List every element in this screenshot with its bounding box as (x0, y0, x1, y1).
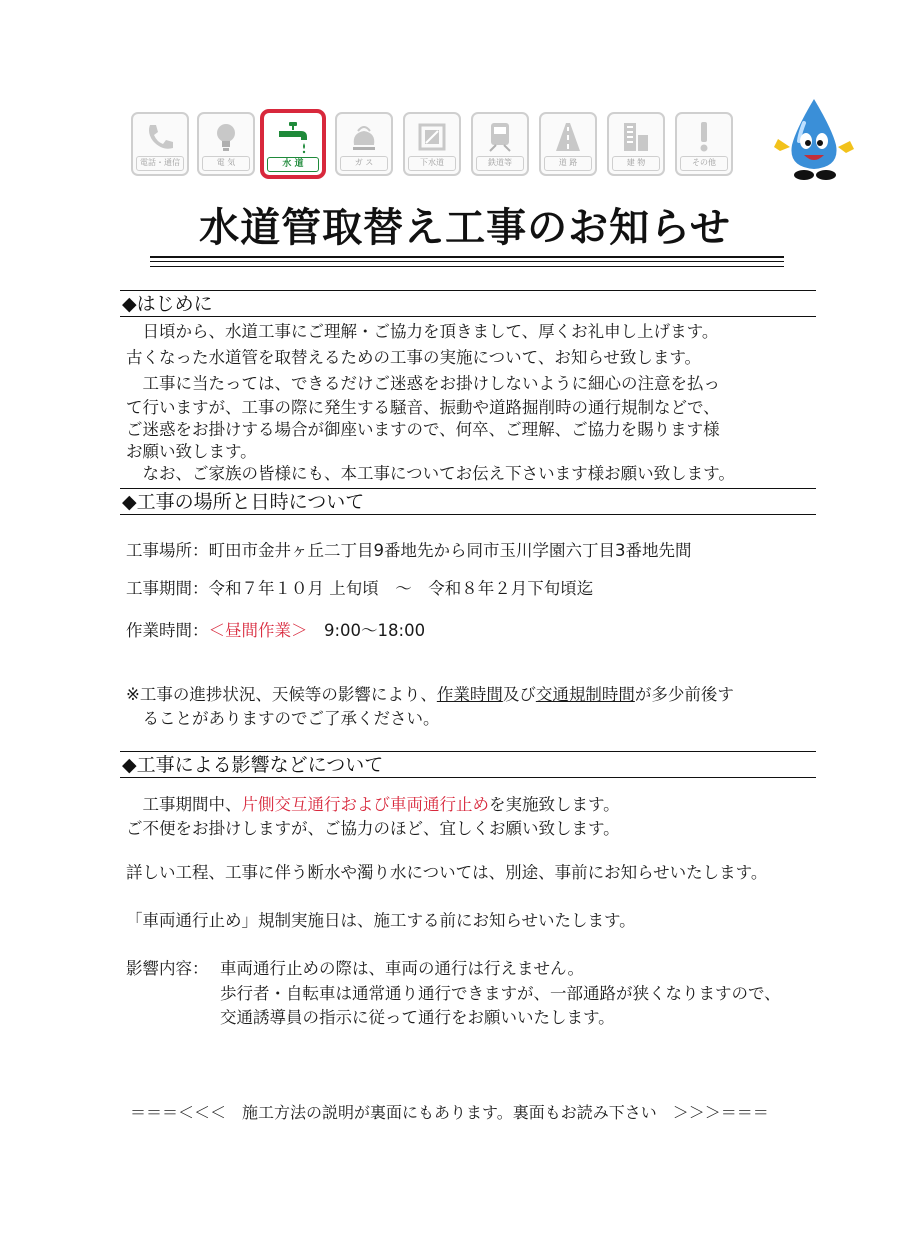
section-rule-bottom (120, 316, 816, 317)
impact-details: 詳しい工程、工事に伴う断水や濁り水については、別途、事前にお知らせいたします。 (126, 863, 768, 882)
category-other (675, 112, 733, 176)
working-hours-tag-open: ＜ (208, 621, 225, 640)
intro-line: て行いますが、工事の際に発生する騒音、振動や道路掘削時の通行規制などで、 (126, 398, 720, 417)
impact-notice: 「車両通行止め」規制実施日は、施工する前にお知らせいたします。 (126, 911, 636, 930)
category-phone (131, 112, 189, 176)
category-label: 建 物 (612, 156, 660, 171)
working-hours-tag-close: ＞ (291, 621, 308, 640)
page-title: 水道管取替え工事のお知らせ (199, 205, 731, 251)
effect-line: 歩行者・自転車は通常通り通行できますが、一部通路が狭くなりますので、 (220, 984, 781, 1003)
impact-text: を実施致します。 (489, 795, 620, 814)
intro-line: 日頃から、水道工事にご理解・ご協力を頂きまして、厚くお礼申し上げます。 (126, 322, 719, 341)
category-water (260, 109, 326, 179)
daytime-work-tag: 昼間作業 (225, 621, 291, 640)
category-label: 道 路 (544, 156, 592, 171)
section-rule-bottom (120, 514, 816, 515)
road-icon (550, 119, 586, 155)
section-rule-top (120, 290, 816, 291)
intro-line: 古くなった水道管を取替えるための工事の実施について、お知らせ致します。 (126, 348, 702, 367)
work-hours-underlined: 作業時間 (436, 685, 503, 704)
schedule-note (126, 684, 826, 706)
train-icon (482, 119, 518, 155)
category-electric (197, 112, 255, 176)
faucet-icon (275, 119, 311, 155)
effect-label: 影響内容： (126, 959, 209, 978)
building-icon (618, 119, 654, 155)
traffic-hours-underlined: 交通規制時間 (535, 685, 635, 704)
construction-period: 工事期間：令和７年１０月 上旬頃 ～ 令和８年２月下旬頃迄 (126, 579, 594, 598)
sewer-icon (414, 119, 450, 155)
category-strip (131, 112, 743, 178)
working-hours (126, 620, 826, 642)
category-label: 水 道 (267, 157, 319, 172)
lightbulb-icon (208, 119, 244, 155)
traffic-restriction-highlight: 片側交互通行および車両通行止め (241, 795, 489, 814)
section-heading-schedule: ◆工事の場所と日時について (122, 491, 365, 513)
working-hours-prefix: 作業時間： (126, 621, 209, 640)
category-label: 電話・通信 (136, 156, 184, 171)
impact-text: 工事期間中、 (126, 795, 242, 814)
category-railway (471, 112, 529, 176)
impact-line2: ご不便をお掛けしますが、ご協力のほど、宜しくお願い致します。 (126, 819, 620, 838)
intro-line: なお、ご家族の皆様にも、本工事についてお伝え下さいます様お願い致します。 (126, 464, 735, 483)
phone-icon (142, 119, 178, 155)
effect-line: 交通誘導員の指示に従って通行をお願いいたします。 (220, 1008, 615, 1027)
category-label: 下水道 (408, 156, 456, 171)
category-label: その他 (680, 156, 728, 171)
effect-line: 車両通行止めの際は、車両の通行は行えません。 (220, 959, 584, 978)
category-label: 鉄道等 (476, 156, 524, 171)
category-label: ガ ス (340, 156, 388, 171)
category-sewer (403, 112, 461, 176)
water-drop-mascot-icon (768, 95, 860, 187)
intro-line: ご迷惑をお掛けする場合が御座いますので、何卒、ご理解、ご協力を賜ります様 (126, 420, 720, 439)
schedule-note-text: 及び (502, 685, 536, 704)
intro-line: 工事に当たっては、できるだけご迷惑をお掛けしないように細心の注意を払っ (126, 374, 720, 393)
schedule-note-text: が多少前後す (634, 685, 734, 704)
kettle-icon (346, 119, 382, 155)
category-gas (335, 112, 393, 176)
section-rule-top (120, 488, 816, 489)
section-heading-impact: ◆工事による影響などについて (122, 754, 384, 776)
category-road (539, 112, 597, 176)
title-underline-3 (150, 266, 784, 267)
working-hours-time: 9:00～18:00 (307, 621, 426, 640)
section-rule-bottom (120, 777, 816, 778)
section-heading-intro: ◆はじめに (122, 293, 213, 315)
schedule-note-text: ※工事の進捗状況、天候等の影響により、 (126, 685, 437, 704)
exclamation-icon (686, 119, 722, 155)
title-underline (150, 256, 784, 258)
title-underline-2 (150, 261, 784, 262)
impact-line1 (126, 794, 826, 816)
category-building (607, 112, 665, 176)
footer-note: ＝＝＝＜＜＜ 施工方法の説明が裏面にもあります。裏面もお読み下さい ＞＞＞＝＝＝ (130, 1103, 769, 1122)
construction-location: 工事場所：町田市金井ヶ丘二丁目9番地先から同市玉川学園六丁目3番地先間 (126, 541, 692, 560)
section-rule-top (120, 751, 816, 752)
intro-line: お願い致します。 (126, 442, 257, 461)
schedule-note-line2: ることがありますのでご了承ください。 (126, 709, 440, 728)
category-label: 電 気 (202, 156, 250, 171)
